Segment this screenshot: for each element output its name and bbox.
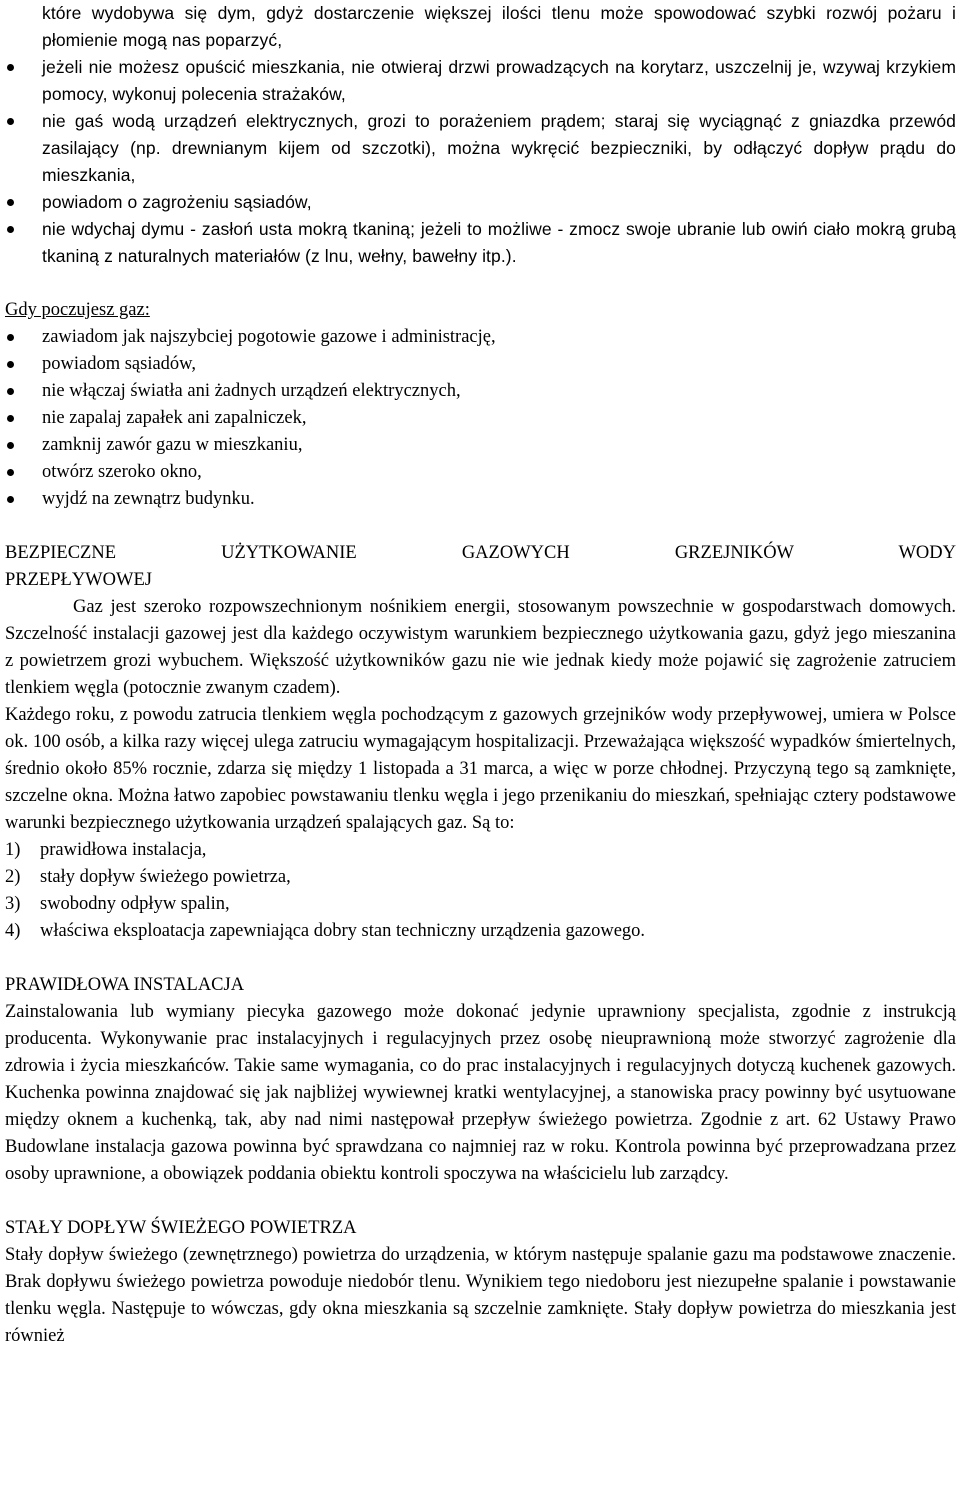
list-item: nie włączaj światła ani żadnych urządzeń elektrycznych, (5, 378, 956, 405)
section-heading: PRAWIDŁOWA INSTALACJA (5, 975, 245, 995)
list-item: 3) swobodny odpływ spalin, (5, 894, 230, 914)
list-item: wyjdź na zewnątrz budynku. (5, 486, 956, 513)
bullet-icon (7, 388, 14, 395)
list-item: jeżeli nie możesz opuścić mieszkania, nie otwieraj drzwi prowadzących na korytarz, uszczelnij je, wzywaj krzykiem pomocy, wykonuj polecenia strażaków, (5, 54, 956, 108)
list-item: nie wdychaj dymu - zasłoń usta mokrą tkaniną; jeżeli to możliwe - zmocz swoje ubranie lub owiń ciało mokrą grubą tkaniną z naturalnych materiałów (z lnu, wełny, bawełny itp.). (5, 216, 956, 270)
list-item: nie zapalaj zapałek ani zapalniczek, (5, 405, 956, 432)
bullet-icon (7, 415, 14, 422)
conditions-list (5, 837, 956, 945)
gas-smell-section (5, 297, 956, 513)
gas-smell-list (5, 324, 956, 513)
intro-continuation: które wydobywa się dym, gdyż dostarczenie większej ilości tlenu może spowodować szybki rozwój pożaru i płomienie mogą nas poparzyć, (42, 3, 956, 50)
bullet-icon (7, 442, 14, 449)
bullet-icon (7, 118, 14, 125)
bullet-icon (7, 469, 14, 476)
fresh-air-section (5, 1215, 956, 1350)
list-item: nie gaś wodą urządzeń elektrycznych, grozi to porażeniem prądem; staraj się wyciągnąć z gniazdka przewód zasilający (np. drewnianym kijem od szczotki), można wykręcić bezpieczniki, by odłączyć dopływ prądu do mieszkania, (5, 108, 956, 189)
bullet-icon (7, 226, 14, 233)
list-item: 2) stały dopływ świeżego powietrza, (5, 867, 291, 887)
section-heading: BEZPIECZNE UŻYTKOWANIE GAZOWYCH GRZEJNIKÓW WODY (5, 543, 956, 563)
list-item: zawiadom jak najszybciej pogotowie gazowe i administrację, (5, 324, 956, 351)
installation-section (5, 972, 956, 1188)
section-heading: Gdy poczujesz gaz: (5, 300, 150, 320)
list-item: 1) prawidłowa instalacja, (5, 840, 207, 860)
list-item: zamknij zawór gazu w mieszkaniu, (5, 432, 956, 459)
fire-safety-list (5, 54, 956, 270)
bullet-icon (7, 496, 14, 503)
bullet-icon (7, 199, 14, 206)
bullet-icon (7, 334, 14, 341)
fire-safety-section (5, 0, 956, 270)
paragraph: Gaz jest szeroko rozpowszechnionym nośnikiem energii, stosowanym powszechnie w gospodarstwach domowych. Szczelność instalacji gazowej jest dla każdego oczywistym warunkiem bezpiecznego użytkowania gazu, gdyż jego mieszanina z powietrzem grozi wybuchem. Większość użytkowników gazu nie wie jednak kiedy może pojawić się zagrożenie zatruciem tlenkiem węgla (potocznie zwanym czadem). (5, 597, 956, 698)
paragraph: Każdego roku, z powodu zatrucia tlenkiem węgla pochodzącym z gazowych grzejników wody przepływowej, umiera w Polsce ok. 100 osób, a kilka razy więcej ulega zatruciu wymagającym hospitalizacji. Przeważająca większość wypadków śmiertelnych, średnio około 85% rocznie, zdarza się między 1 listopada a 31 marca, a więc w porze chłodnej. Przyczyną tego są zamknięte, szczelne okna. Można łatwo zapobiec powstawaniu tlenku węgla i jego przenikaniu do mieszkań, spełniając cztery podstawowe warunki bezpiecznego użytkowania urządzeń spalających gaz. Są to: (5, 705, 956, 833)
heaters-section (5, 540, 956, 945)
bullet-icon (7, 64, 14, 71)
section-heading-continued: PRZEPŁYWOWEJ (5, 570, 152, 590)
section-heading: STAŁY DOPŁYW ŚWIEŻEGO POWIETRZA (5, 1218, 357, 1238)
paragraph: Zainstalowania lub wymiany piecyka gazowego może dokonać jedynie uprawniony specjalista, zgodnie z instrukcją producenta. Wykonywanie prac instalacyjnych i regulacyjnych przez osobę nieuprawnioną może stworzyć zagrożenie dla zdrowia i życia mieszkańców. Takie same wymagania, co do prac instalacyjnych i regulacyjnych dotyczą kuchenek gazowych. Kuchenka powinna znajdować się jak najbliżej wywiewnej kratki wentylacyjnej, a stanowiska pracy powinny być usytuowane między oknem a kuchenką, tak, aby nad nimi następował przepływ świeżego powietrza. Zgodnie z art. 62 Ustawy Prawo Budowlane instalacja gazowa powinna być sprawdzana co najmniej raz w roku. Kontrola powinna być przeprowadzana przez osoby uprawnione, a obowiązek poddania obiektu kontroli spoczywa na właścicielu lub zarządcy. (5, 1002, 956, 1184)
list-item: powiadom sąsiadów, (5, 351, 956, 378)
list-item: powiadom o zagrożeniu sąsiadów, (5, 189, 956, 216)
bullet-icon (7, 361, 14, 368)
list-item: 4) właściwa eksploatacja zapewniająca dobry stan techniczny urządzenia gazowego. (5, 921, 646, 941)
paragraph: Stały dopływ świeżego (zewnętrznego) powietrza do urządzenia, w którym następuje spalanie gazu ma podstawowe znaczenie. Brak dopływu świeżego powietrza powoduje niedobór tlenu. Wynikiem tego niedoboru jest niezupełne spalanie i powstawanie tlenku węgla. Następuje to wówczas, gdy okna mieszkania są szczelnie zamknięte. Stały dopływ powietrza do mieszkania jest również (5, 1245, 956, 1346)
list-item: otwórz szeroko okno, (5, 459, 956, 486)
